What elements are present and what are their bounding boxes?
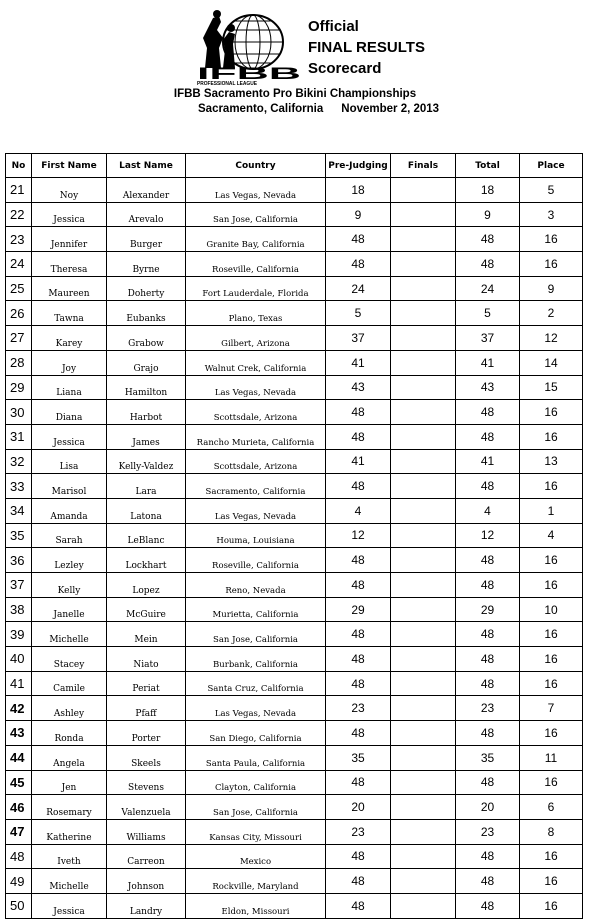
- cell-no: 27: [6, 326, 32, 351]
- cell-total: 48: [456, 647, 520, 672]
- cell-no: 44: [6, 745, 32, 770]
- cell-no: 30: [6, 400, 32, 425]
- cell-finals: [391, 597, 456, 622]
- cell-place: 11: [520, 745, 583, 770]
- cell-pre-judging: 48: [326, 424, 391, 449]
- cell-total: 48: [456, 770, 520, 795]
- cell-place: 16: [520, 400, 583, 425]
- cell-total: 23: [456, 819, 520, 844]
- cell-place: 16: [520, 573, 583, 598]
- cell-total: 48: [456, 893, 520, 918]
- table-row: [6, 449, 583, 474]
- cell-place: 16: [520, 844, 583, 869]
- cell-finals: [391, 326, 456, 351]
- cell-finals: [391, 795, 456, 820]
- cell-pre-judging: 41: [326, 350, 391, 375]
- cell-pre-judging: 29: [326, 597, 391, 622]
- cell-pre-judging: 48: [326, 893, 391, 918]
- cell-pre-judging: 35: [326, 745, 391, 770]
- cell-first-name: Michelle: [32, 869, 107, 894]
- cell-first-name: Lisa: [32, 449, 107, 474]
- cell-country: Las Vegas, Nevada: [186, 178, 326, 203]
- cell-last-name: Alexander: [107, 178, 186, 203]
- logo-text: IFBB: [197, 64, 301, 83]
- cell-last-name: Grabow: [107, 326, 186, 351]
- cell-country: Scottsdale, Arizona: [186, 400, 326, 425]
- cell-first-name: Jessica: [32, 202, 107, 227]
- cell-total: 48: [456, 252, 520, 277]
- cell-place: 16: [520, 474, 583, 499]
- cell-pre-judging: 20: [326, 795, 391, 820]
- cell-last-name: Lara: [107, 474, 186, 499]
- cell-finals: [391, 375, 456, 400]
- cell-country: Santa Cruz, California: [186, 671, 326, 696]
- cell-pre-judging: 23: [326, 696, 391, 721]
- cell-country: Walnut Crek, California: [186, 350, 326, 375]
- cell-pre-judging: 41: [326, 449, 391, 474]
- table-row: [6, 375, 583, 400]
- figures-icon: [203, 10, 235, 68]
- cell-no: 29: [6, 375, 32, 400]
- cell-place: 16: [520, 227, 583, 252]
- cell-last-name: Mein: [107, 622, 186, 647]
- cell-place: 13: [520, 449, 583, 474]
- cell-pre-judging: 48: [326, 770, 391, 795]
- cell-place: 16: [520, 721, 583, 746]
- cell-pre-judging: 48: [326, 721, 391, 746]
- cell-last-name: LeBlanc: [107, 523, 186, 548]
- cell-finals: [391, 869, 456, 894]
- cell-total: 48: [456, 869, 520, 894]
- cell-country: Burbank, California: [186, 647, 326, 672]
- ifbb-logo: [193, 8, 305, 86]
- cell-first-name: Sarah: [32, 523, 107, 548]
- cell-pre-judging: 48: [326, 474, 391, 499]
- cell-total: 48: [456, 622, 520, 647]
- cell-first-name: Ronda: [32, 721, 107, 746]
- table-row: [6, 498, 583, 523]
- table-row: [6, 647, 583, 672]
- cell-first-name: Ashley: [32, 696, 107, 721]
- cell-no: 37: [6, 573, 32, 598]
- cell-finals: [391, 523, 456, 548]
- cell-finals: [391, 301, 456, 326]
- cell-finals: [391, 474, 456, 499]
- cell-first-name: Noy: [32, 178, 107, 203]
- cell-finals: [391, 819, 456, 844]
- cell-pre-judging: 48: [326, 227, 391, 252]
- cell-place: 16: [520, 869, 583, 894]
- cell-country: San Jose, California: [186, 622, 326, 647]
- cell-first-name: Theresa: [32, 252, 107, 277]
- table-row: [6, 721, 583, 746]
- title-line-scorecard: Scorecard: [308, 60, 382, 77]
- cell-pre-judging: 37: [326, 326, 391, 351]
- cell-place: 16: [520, 770, 583, 795]
- cell-pre-judging: 48: [326, 252, 391, 277]
- cell-finals: [391, 252, 456, 277]
- table-row: [6, 597, 583, 622]
- cell-finals: [391, 276, 456, 301]
- cell-country: Fort Lauderdale, Florida: [186, 276, 326, 301]
- cell-finals: [391, 671, 456, 696]
- cell-total: 12: [456, 523, 520, 548]
- table-row: [6, 573, 583, 598]
- event-date: November 2, 2013: [341, 103, 440, 115]
- cell-country: San Jose, California: [186, 795, 326, 820]
- cell-no: 34: [6, 498, 32, 523]
- cell-total: 41: [456, 449, 520, 474]
- cell-no: 47: [6, 819, 32, 844]
- cell-last-name: Eubanks: [107, 301, 186, 326]
- table-row: [6, 227, 583, 252]
- cell-finals: [391, 770, 456, 795]
- table-row: [6, 400, 583, 425]
- cell-pre-judging: 4: [326, 498, 391, 523]
- cell-place: 3: [520, 202, 583, 227]
- cell-first-name: Iveth: [32, 844, 107, 869]
- cell-country: San Jose, California: [186, 202, 326, 227]
- cell-country: Sacramento, California: [186, 474, 326, 499]
- cell-no: 41: [6, 671, 32, 696]
- cell-place: 16: [520, 252, 583, 277]
- table-row: [6, 326, 583, 351]
- cell-last-name: Lopez: [107, 573, 186, 598]
- cell-last-name: Stevens: [107, 770, 186, 795]
- cell-no: 28: [6, 350, 32, 375]
- cell-country: Reno, Nevada: [186, 573, 326, 598]
- cell-last-name: Williams: [107, 819, 186, 844]
- cell-place: 15: [520, 375, 583, 400]
- cell-first-name: Karey: [32, 326, 107, 351]
- table-row: [6, 819, 583, 844]
- cell-place: 4: [520, 523, 583, 548]
- cell-country: Roseville, California: [186, 548, 326, 573]
- cell-last-name: Skeels: [107, 745, 186, 770]
- cell-finals: [391, 696, 456, 721]
- cell-last-name: James: [107, 424, 186, 449]
- cell-place: 6: [520, 795, 583, 820]
- cell-last-name: Arevalo: [107, 202, 186, 227]
- cell-country: Kansas City, Missouri: [186, 819, 326, 844]
- cell-pre-judging: 24: [326, 276, 391, 301]
- cell-country: Las Vegas, Nevada: [186, 498, 326, 523]
- table-row: [6, 252, 583, 277]
- cell-last-name: Harbot: [107, 400, 186, 425]
- cell-total: 29: [456, 597, 520, 622]
- cell-last-name: McGuire: [107, 597, 186, 622]
- cell-last-name: Carreon: [107, 844, 186, 869]
- cell-country: Clayton, California: [186, 770, 326, 795]
- cell-no: 32: [6, 449, 32, 474]
- cell-place: 16: [520, 893, 583, 918]
- cell-total: 4: [456, 498, 520, 523]
- cell-country: Las Vegas, Nevada: [186, 375, 326, 400]
- cell-no: 39: [6, 622, 32, 647]
- cell-no: 40: [6, 647, 32, 672]
- cell-first-name: Angela: [32, 745, 107, 770]
- cell-finals: [391, 424, 456, 449]
- cell-pre-judging: 12: [326, 523, 391, 548]
- cell-place: 12: [520, 326, 583, 351]
- table-row: [6, 424, 583, 449]
- cell-first-name: Liana: [32, 375, 107, 400]
- cell-first-name: Rosemary: [32, 795, 107, 820]
- col-header-no: No: [6, 154, 32, 178]
- cell-first-name: Marisol: [32, 474, 107, 499]
- cell-finals: [391, 573, 456, 598]
- cell-no: 25: [6, 276, 32, 301]
- cell-country: Santa Paula, California: [186, 745, 326, 770]
- cell-total: 20: [456, 795, 520, 820]
- logo-subtext: PROFESSIONAL LEAGUE: [197, 81, 258, 86]
- cell-first-name: Janelle: [32, 597, 107, 622]
- cell-first-name: Jennifer: [32, 227, 107, 252]
- cell-no: 22: [6, 202, 32, 227]
- cell-pre-judging: 48: [326, 622, 391, 647]
- cell-first-name: Stacey: [32, 647, 107, 672]
- col-header-finals: Finals: [391, 154, 456, 178]
- cell-first-name: Jessica: [32, 424, 107, 449]
- cell-last-name: Periat: [107, 671, 186, 696]
- title-line-official: Official: [308, 18, 359, 35]
- cell-no: 24: [6, 252, 32, 277]
- cell-last-name: Doherty: [107, 276, 186, 301]
- cell-finals: [391, 844, 456, 869]
- cell-place: 14: [520, 350, 583, 375]
- event-location-line: [198, 103, 439, 115]
- cell-total: 37: [456, 326, 520, 351]
- table-row: [6, 622, 583, 647]
- cell-place: 16: [520, 671, 583, 696]
- table-row: [6, 548, 583, 573]
- cell-pre-judging: 48: [326, 844, 391, 869]
- cell-total: 18: [456, 178, 520, 203]
- col-header-first-name: First Name: [32, 154, 107, 178]
- table-row: [6, 696, 583, 721]
- cell-place: 10: [520, 597, 583, 622]
- cell-place: 2: [520, 301, 583, 326]
- cell-last-name: Pfaff: [107, 696, 186, 721]
- cell-last-name: Burger: [107, 227, 186, 252]
- cell-last-name: Valenzuela: [107, 795, 186, 820]
- cell-first-name: Tawna: [32, 301, 107, 326]
- cell-first-name: Katherine: [32, 819, 107, 844]
- cell-no: 35: [6, 523, 32, 548]
- cell-last-name: Kelly-Valdez: [107, 449, 186, 474]
- cell-country: Granite Bay, California: [186, 227, 326, 252]
- cell-no: 33: [6, 474, 32, 499]
- col-header-place: Place: [520, 154, 583, 178]
- cell-country: Plano, Texas: [186, 301, 326, 326]
- cell-total: 48: [456, 400, 520, 425]
- table-row: [6, 869, 583, 894]
- cell-no: 42: [6, 696, 32, 721]
- cell-country: San Diego, California: [186, 721, 326, 746]
- cell-pre-judging: 48: [326, 869, 391, 894]
- cell-last-name: Byrne: [107, 252, 186, 277]
- event-location: Sacramento, California: [198, 103, 324, 115]
- cell-first-name: Maureen: [32, 276, 107, 301]
- cell-pre-judging: 48: [326, 548, 391, 573]
- cell-pre-judging: 48: [326, 573, 391, 598]
- col-header-total: Total: [456, 154, 520, 178]
- cell-last-name: Porter: [107, 721, 186, 746]
- cell-pre-judging: 23: [326, 819, 391, 844]
- cell-first-name: Amanda: [32, 498, 107, 523]
- cell-place: 1: [520, 498, 583, 523]
- cell-place: 9: [520, 276, 583, 301]
- title-line-final-results: FINAL RESULTS: [308, 39, 425, 56]
- cell-first-name: Kelly: [32, 573, 107, 598]
- cell-total: 9: [456, 202, 520, 227]
- cell-no: 43: [6, 721, 32, 746]
- document-title: [308, 16, 425, 79]
- cell-last-name: Lockhart: [107, 548, 186, 573]
- cell-total: 5: [456, 301, 520, 326]
- cell-finals: [391, 893, 456, 918]
- cell-no: 31: [6, 424, 32, 449]
- cell-last-name: Niato: [107, 647, 186, 672]
- cell-place: 7: [520, 696, 583, 721]
- table-row: [6, 350, 583, 375]
- cell-total: 48: [456, 671, 520, 696]
- cell-finals: [391, 227, 456, 252]
- cell-finals: [391, 622, 456, 647]
- table-row: [6, 745, 583, 770]
- cell-country: Eldon, Missouri: [186, 893, 326, 918]
- table-row: [6, 795, 583, 820]
- cell-total: 41: [456, 350, 520, 375]
- cell-total: 48: [456, 227, 520, 252]
- table-row: [6, 202, 583, 227]
- cell-last-name: Johnson: [107, 869, 186, 894]
- table-row: [6, 178, 583, 203]
- cell-total: 24: [456, 276, 520, 301]
- table-row: [6, 301, 583, 326]
- cell-total: 48: [456, 548, 520, 573]
- cell-total: 48: [456, 844, 520, 869]
- table-header-row: [6, 154, 583, 178]
- cell-pre-judging: 48: [326, 647, 391, 672]
- cell-place: 16: [520, 424, 583, 449]
- cell-first-name: Jessica: [32, 893, 107, 918]
- cell-first-name: Michelle: [32, 622, 107, 647]
- table-row: [6, 770, 583, 795]
- cell-no: 38: [6, 597, 32, 622]
- cell-no: 21: [6, 178, 32, 203]
- cell-country: Houma, Louisiana: [186, 523, 326, 548]
- cell-country: Mexico: [186, 844, 326, 869]
- table-row: [6, 844, 583, 869]
- cell-no: 48: [6, 844, 32, 869]
- cell-total: 48: [456, 424, 520, 449]
- col-header-country: Country: [186, 154, 326, 178]
- cell-finals: [391, 202, 456, 227]
- table-row: [6, 474, 583, 499]
- cell-last-name: Grajo: [107, 350, 186, 375]
- cell-pre-judging: 5: [326, 301, 391, 326]
- cell-no: 26: [6, 301, 32, 326]
- cell-last-name: Hamilton: [107, 375, 186, 400]
- cell-finals: [391, 647, 456, 672]
- cell-first-name: Diana: [32, 400, 107, 425]
- cell-country: Rancho Murieta, California: [186, 424, 326, 449]
- event-name: IFBB Sacramento Pro Bikini Championships: [173, 88, 417, 100]
- cell-first-name: Jen: [32, 770, 107, 795]
- cell-total: 23: [456, 696, 520, 721]
- cell-finals: [391, 721, 456, 746]
- cell-finals: [391, 745, 456, 770]
- cell-place: 8: [520, 819, 583, 844]
- cell-no: 49: [6, 869, 32, 894]
- cell-total: 48: [456, 721, 520, 746]
- table-row: [6, 276, 583, 301]
- cell-pre-judging: 43: [326, 375, 391, 400]
- cell-no: 45: [6, 770, 32, 795]
- cell-country: Rockville, Maryland: [186, 869, 326, 894]
- cell-finals: [391, 498, 456, 523]
- cell-finals: [391, 400, 456, 425]
- cell-no: 23: [6, 227, 32, 252]
- cell-pre-judging: 9: [326, 202, 391, 227]
- cell-country: Roseville, California: [186, 252, 326, 277]
- cell-first-name: Camile: [32, 671, 107, 696]
- cell-last-name: Latona: [107, 498, 186, 523]
- cell-last-name: Landry: [107, 893, 186, 918]
- cell-finals: [391, 449, 456, 474]
- cell-place: 16: [520, 548, 583, 573]
- cell-first-name: Joy: [32, 350, 107, 375]
- col-header-pre-judging: Pre-Judging: [326, 154, 391, 178]
- cell-no: 50: [6, 893, 32, 918]
- cell-place: 5: [520, 178, 583, 203]
- cell-finals: [391, 178, 456, 203]
- cell-country: Scottsdale, Arizona: [186, 449, 326, 474]
- table-row: [6, 523, 583, 548]
- cell-pre-judging: 18: [326, 178, 391, 203]
- cell-first-name: Lezley: [32, 548, 107, 573]
- cell-total: 48: [456, 573, 520, 598]
- col-header-last-name: Last Name: [107, 154, 186, 178]
- cell-country: Murietta, California: [186, 597, 326, 622]
- cell-total: 43: [456, 375, 520, 400]
- cell-total: 35: [456, 745, 520, 770]
- cell-pre-judging: 48: [326, 400, 391, 425]
- cell-country: Las Vegas, Nevada: [186, 696, 326, 721]
- table-row: [6, 893, 583, 918]
- cell-finals: [391, 350, 456, 375]
- table-row: [6, 671, 583, 696]
- cell-place: 16: [520, 622, 583, 647]
- cell-pre-judging: 48: [326, 671, 391, 696]
- cell-total: 48: [456, 474, 520, 499]
- event-name-line: [0, 88, 590, 100]
- cell-no: 46: [6, 795, 32, 820]
- cell-finals: [391, 548, 456, 573]
- cell-place: 16: [520, 647, 583, 672]
- cell-country: Gilbert, Arizona: [186, 326, 326, 351]
- results-table: [5, 153, 583, 919]
- cell-no: 36: [6, 548, 32, 573]
